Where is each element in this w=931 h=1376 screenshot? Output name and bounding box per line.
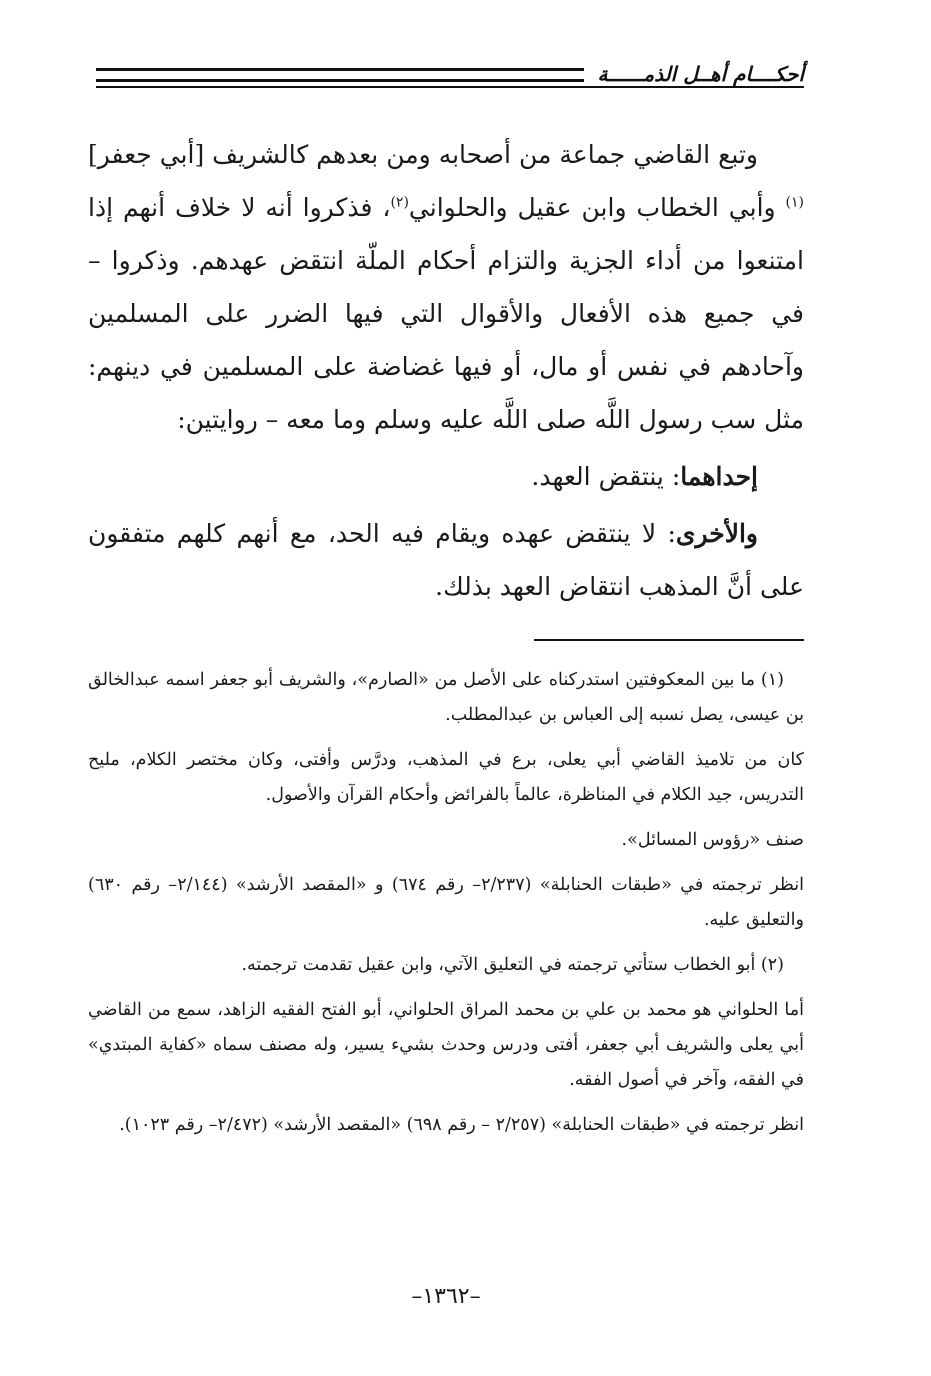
- paragraph-1: [88, 128, 804, 446]
- footnotes: [88, 663, 804, 1143]
- book-page: [88, 48, 804, 1348]
- paragraph-3: [88, 507, 804, 613]
- running-header: [88, 48, 804, 98]
- narration-2-term: والأخرى: [675, 519, 758, 548]
- paragraph-2: [88, 450, 804, 503]
- footnote-ref-1: (١): [785, 194, 804, 211]
- main-text: [88, 128, 804, 613]
- footnote-1-refs: انظر ترجمته في «طبقات الحنابلة» (٢/٢٣٧– رقم ٦٧٤) و «المقصد الأرشد» (٢/١٤٤– رقم ٦٣٠) والتعليق عليه.: [88, 875, 804, 930]
- paragraph-1-text-c: ، فذكروا أنه لا خلاف أنهم إذا امتنعوا من أداء الجزية والتزام أحكام الملّة انتقض عهدهم. وذكروا – في جميع هذه الأفعال والأقوال التي فيها الضرر على المسلمين وآحادهم في نفس أو مال، أو فيها غضاضة على المسلمين في دينهم: مثل سب رسول اللَّه صلى اللَّه عليه وسلم وما معه – روايتين:: [88, 193, 804, 434]
- footnote-2-refs: انظر ترجمته في «طبقات الحنابلة» (٢/٢٥٧ – رقم ٦٩٨) «المقصد الأرشد» (٢/٤٧٢– رقم ١٠٢٣).: [119, 1115, 804, 1135]
- running-header-title: أحكــــام أهــل الذمــــــة: [597, 62, 804, 86]
- paragraph-1-text-a: وتبع القاضي جماعة من أصحابه ومن بعدهم كالشريف [أبي جعفر]: [88, 140, 758, 169]
- paragraph-1-text-b: وأبي الخطاب وابن عقيل والحلواني: [408, 193, 786, 222]
- narration-1-text: : ينتقض العهد.: [531, 462, 681, 491]
- footnote-1-intro: (١) ما بين المعكوفتين استدركناه على الأصل من «الصارم»، والشريف أبو جعفر اسمه عبدالخالق بن عيسى، يصل نسبه إلى العباس بن عبدالمطلب.: [88, 670, 804, 725]
- footnote-1-works: صنف «رؤوس المسائل».: [621, 830, 804, 850]
- header-double-rule: [96, 68, 584, 82]
- narration-1-term: إحداهما: [680, 462, 758, 491]
- footnote-2-intro: (٢) أبو الخطاب ستأتي ترجمته في التعليق الآتي، وابن عقيل تقدمت ترجمته.: [241, 955, 784, 975]
- page-number: –١٣٦٢–: [411, 1284, 481, 1309]
- narration-2-text: : لا ينتقض عهده ويقام فيه الحد، مع أنهم كلهم متفقون على أنَّ المذهب انتقاض العهد بذلك.: [88, 519, 804, 601]
- footnote-separator: [534, 639, 804, 641]
- footnote-1-bio: كان من تلاميذ القاضي أبي يعلى، برع في المذهب، ودرَّس وأفتى، وكان مختصر الكلام، مليح التدريس، جيد الكلام في المناظرة، عالماً بالفرائض وأحكام القرآن والأصول.: [88, 750, 804, 805]
- footnote-ref-2: (٢): [390, 194, 409, 211]
- header-rule: [96, 86, 804, 88]
- footnote-2-bio: أما الحلواني هو محمد بن علي بن محمد المراق الحلواني، أبو الفتح الفقيه الزاهد، سمع من القاضي أبي يعلى والشريف أبي جعفر، أفتى ودرس وحدث بشيء يسير، وله مصنف سماه «كفاية المبتدي» في الفقه، وآخر في أصول الفقه.: [88, 1000, 804, 1090]
